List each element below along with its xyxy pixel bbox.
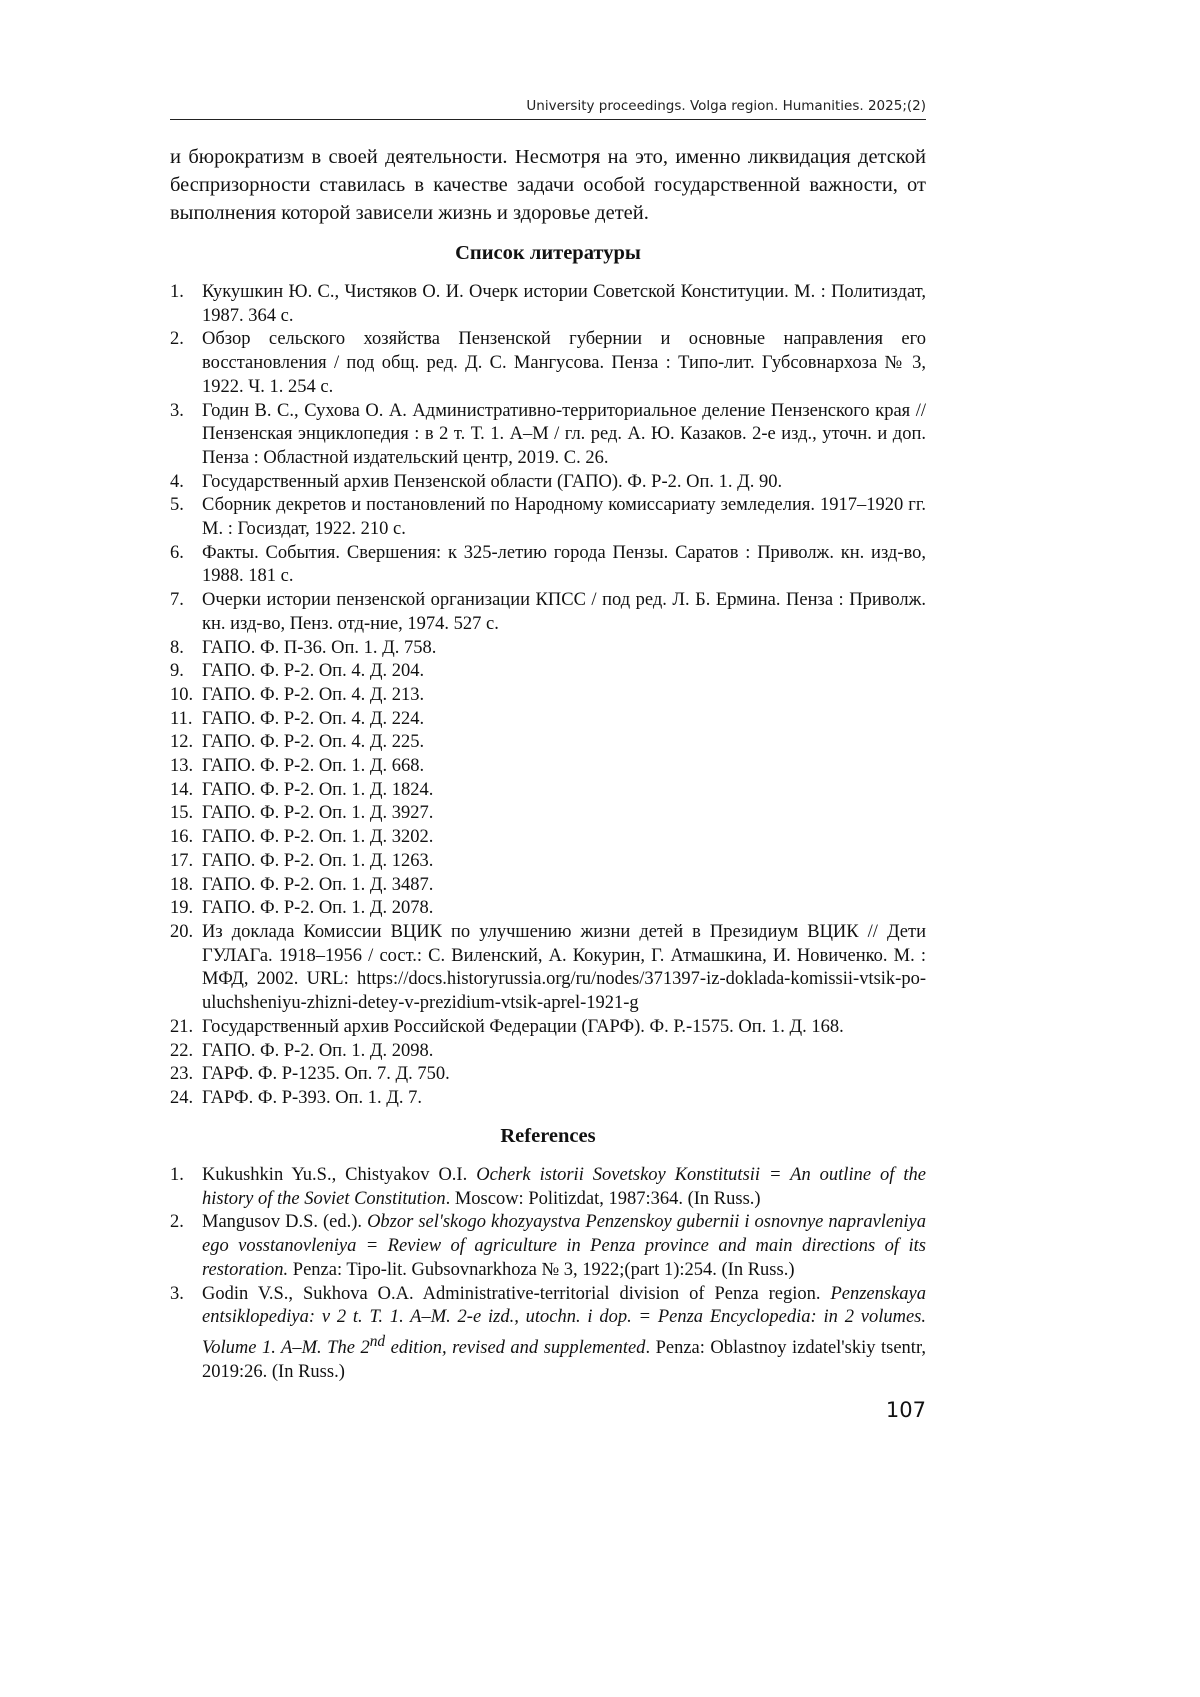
list-item: 2. Mangusov D.S. (ed.). Obzor sel'skogo khozyaystva Penzenskoy gubernii i osnovnye napravleniya ego vosstanovleniya = Review of agriculture in Penza province and main directions of its restoration. Penza: Tipo-lit. Gubsovnarkhoza № 3, 1922;(part 1):254. (In Russ.) <box>170 1212 926 1280</box>
ru-references-heading: Список литературы <box>455 242 641 264</box>
list-item: 7. Очерки истории пензенской организации КПСС / под ред. Л. Б. Ермина. Пенза : Приволж. кн. изд-во, Пенз. отд-ние, 1974. 527 с. <box>170 590 926 634</box>
list-item: 15. ГАПО. Ф. Р-2. Оп. 1. Д. 3927. <box>170 803 434 824</box>
en-references-heading: References <box>500 1125 596 1147</box>
list-item: 23. ГАРФ. Ф. Р-1235. Оп. 7. Д. 750. <box>170 1064 450 1085</box>
list-item: 20. Из доклада Комиссии ВЦИК по улучшению жизни детей в Президиум ВЦИК // Дети ГУЛАГа. 1918–1956 / сост.: С. Виленский, А. Кокурин, Г. Атмашкина, И. Новиченко. М. : МФД, 2002. URL: https://docs.historyrussia.org/ru/nodes/371397-iz-doklada-komissii-vtsik-po-uluchsheniyu-zhizni-detey-v-prezidium-vtsik-aprel-1921-g <box>170 921 926 1014</box>
list-item: 5. Сборник декретов и постановлений по Народному комиссариату земледелия. 1917–1920 гг. М. : Госиздат, 1922. 210 с. <box>170 495 926 540</box>
list-item: 22. ГАПО. Ф. Р-2. Оп. 1. Д. 2098. <box>170 1040 434 1061</box>
list-item: 13. ГАПО. Ф. Р-2. Оп. 1. Д. 668. <box>170 756 425 777</box>
running-header <box>170 98 926 120</box>
ru-references-list <box>170 281 926 1111</box>
list-item: 2. Обзор сельского хозяйства Пензенской губернии и основные направления его восстановления / под общ. ред. Д. С. Мангусова. Пенза : Типо-лит. Губсовнархоза № 3, 1922. Ч. 1. 254 с. <box>170 329 926 397</box>
list-item: 1. Кукушкин Ю. С., Чистяков О. И. Очерк истории Советской Конституции. М. : Политиздат, 1987. 364 с. <box>170 282 926 326</box>
list-item: 4. Государственный архив Пензенской области (ГАПО). Ф. Р-2. Оп. 1. Д. 90. <box>170 471 783 492</box>
page-number: 107 <box>885 1398 926 1422</box>
intro-paragraph: и бюрократизм в своей деятельности. Несмотря на это, именно ликвидация детской беспризорности ставилась в качестве задачи особой государственной важности, от выполнения которой зависели жизнь и здоровье детей. <box>170 146 926 224</box>
list-item: 11. ГАПО. Ф. Р-2. Оп. 4. Д. 224. <box>170 708 425 729</box>
list-item: 14. ГАПО. Ф. Р-2. Оп. 1. Д. 1824. <box>170 779 434 800</box>
list-item: 3. Годин В. С., Сухова О. А. Административно-территориальное деление Пензенского края // Пензенская энциклопедия : в 2 т. Т. 1. А–М / гл. ред. А. Ю. Казаков. 2-е изд., уточн. и доп. Пенза : Областной издательский центр, 2019. С. 26. <box>170 400 926 468</box>
list-item: 19. ГАПО. Ф. Р-2. Оп. 1. Д. 2078. <box>170 898 434 919</box>
list-item: 12. ГАПО. Ф. Р-2. Оп. 4. Д. 225. <box>170 732 425 753</box>
list-item: 10. ГАПО. Ф. Р-2. Оп. 4. Д. 213. <box>170 684 425 705</box>
en-references-list <box>170 1164 926 1384</box>
list-item: 1. Kukushkin Yu.S., Chistyakov O.I. Ocherk istorii Sovetskoy Konstitutsii = An outline of the history of the Soviet Constitution. Moscow: Politizdat, 1987:364. (In Russ.) <box>170 1165 926 1209</box>
list-item: 9. ГАПО. Ф. Р-2. Оп. 4. Д. 204. <box>170 661 425 682</box>
list-item: 17. ГАПО. Ф. Р-2. Оп. 1. Д. 1263. <box>170 850 434 871</box>
list-item: 18. ГАПО. Ф. Р-2. Оп. 1. Д. 3487. <box>170 874 434 895</box>
list-item: 21. Государственный архив Российской Федерации (ГАРФ). Ф. Р.-1575. Оп. 1. Д. 168. <box>170 1016 844 1037</box>
list-item: 8. ГАПО. Ф. П-36. Оп. 1. Д. 758. <box>170 637 437 658</box>
list-item: 16. ГАПО. Ф. Р-2. Оп. 1. Д. 3202. <box>170 827 434 848</box>
list-item: 24. ГАРФ. Ф. Р-393. Оп. 1. Д. 7. <box>170 1087 422 1108</box>
list-item: 3. Godin V.S., Sukhova O.A. Administrative-territorial division of Penza region. Penzenskaya entsiklopediya: v 2 t. T. 1. A–M. 2-e izd., utochn. i dop. = Penza Encyclopedia: in 2 volumes. Volume 1. A–M. The 2nd edition, revised and supplemented. Penza: Oblastnoy izdatel'skiy tsentr, 2019:26. (In Russ.) <box>170 1283 926 1382</box>
journal-title: University proceedings. Volga region. Humanities. 2025;(2) <box>526 98 926 114</box>
list-item: 6. Факты. События. Свершения: к 325-летию города Пензы. Саратов : Приволж. кн. изд-во, 1988. 181 с. <box>170 542 926 587</box>
